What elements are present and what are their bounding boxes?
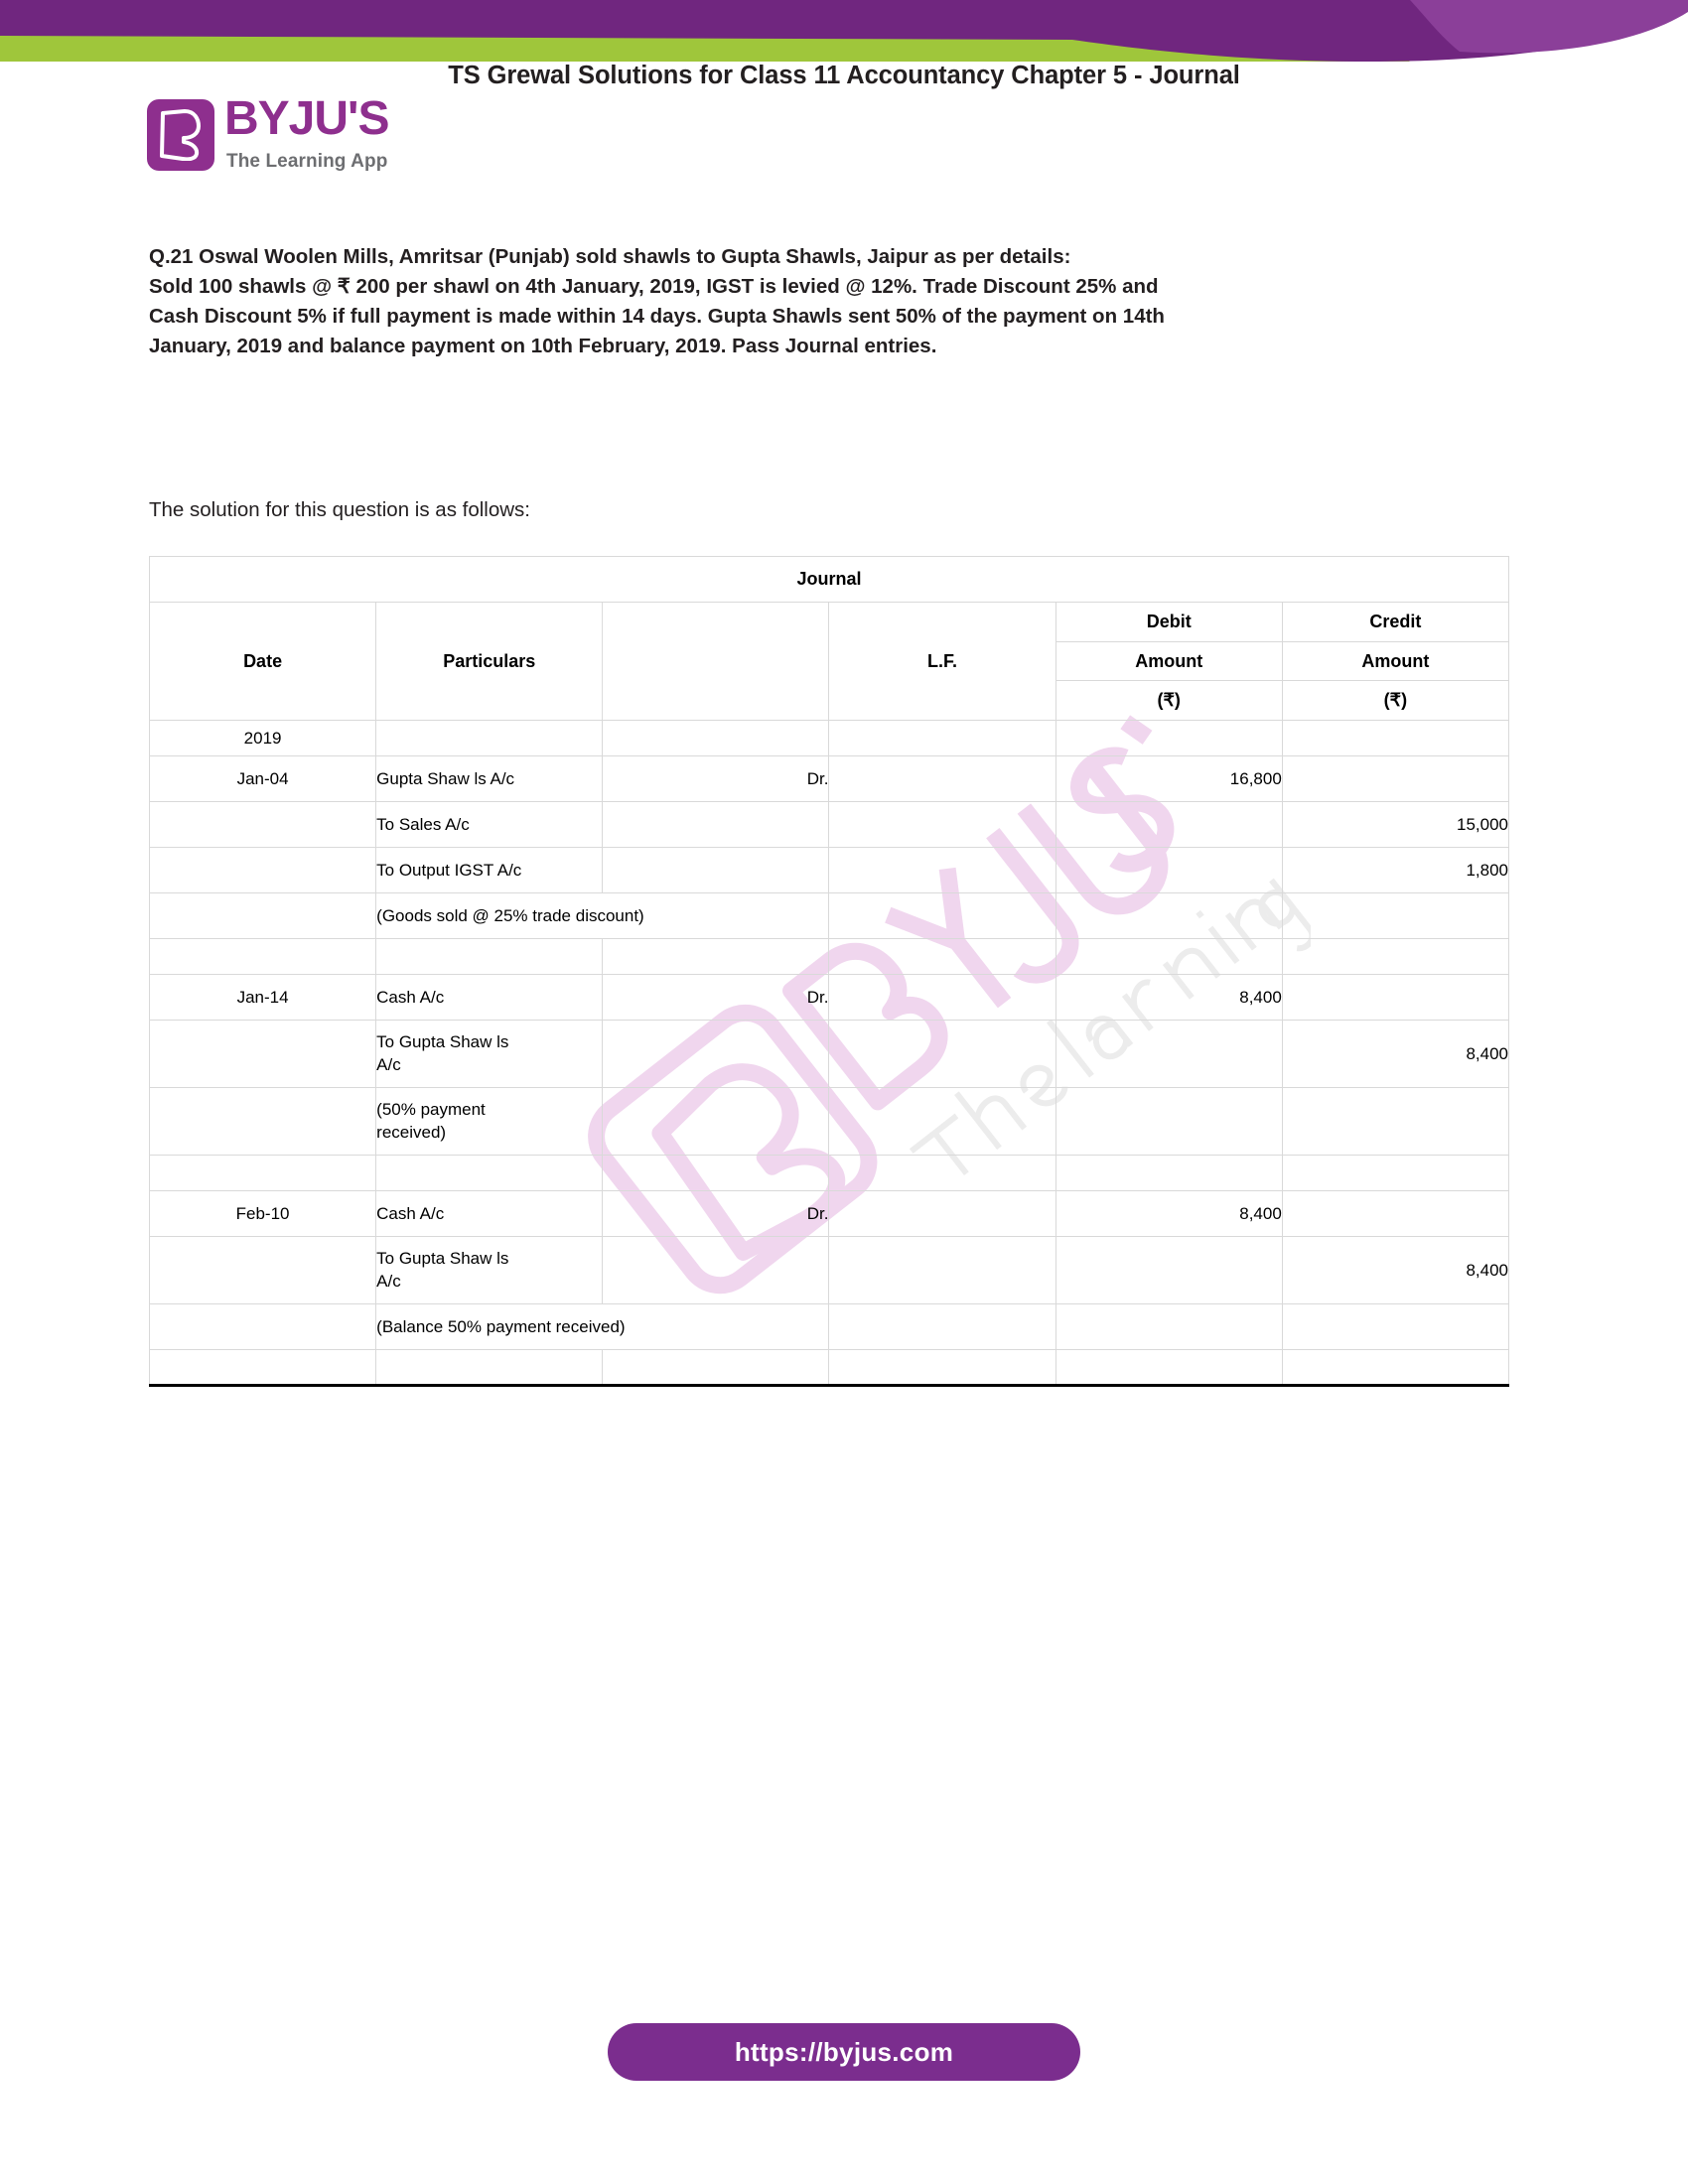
cell-credit-amount	[1282, 756, 1508, 802]
cell-debit-amount	[1055, 848, 1282, 893]
cell-particulars: (Goods sold @ 25% trade discount)	[376, 893, 829, 939]
cell-credit-amount	[1282, 975, 1508, 1021]
cell-debit-amount	[1055, 1350, 1282, 1386]
cell-particulars	[376, 721, 603, 756]
cell-credit-amount	[1282, 1304, 1508, 1350]
col-header-particulars: Particulars	[376, 603, 603, 721]
journal-row	[150, 1191, 1509, 1237]
cell-debit-amount	[1055, 1304, 1282, 1350]
journal-row	[150, 756, 1509, 802]
cell-lf	[829, 975, 1055, 1021]
cell-debit-amount: 8,400	[1055, 1191, 1282, 1237]
cell-debit-amount: 8,400	[1055, 975, 1282, 1021]
col-header-debit-line1: Debit	[1056, 603, 1282, 642]
journal-row	[150, 1088, 1509, 1156]
cell-dr-marker	[603, 1088, 829, 1156]
cell-particulars: Cash A/c	[376, 1191, 603, 1237]
byjus-logo	[147, 92, 435, 195]
question-text	[149, 242, 1539, 362]
col-header-lf: L.F.	[829, 603, 1055, 721]
cell-debit-amount	[1055, 939, 1282, 975]
cell-dr-marker	[603, 939, 829, 975]
cell-dr-marker: Dr.	[603, 756, 829, 802]
page-title: TS Grewal Solutions for Class 11 Accountancy Chapter 5 - Journal	[448, 62, 1240, 89]
cell-lf	[829, 848, 1055, 893]
journal-row	[150, 802, 1509, 848]
cell-credit-amount: 15,000	[1282, 802, 1508, 848]
cell-lf	[829, 802, 1055, 848]
cell-credit-amount	[1282, 893, 1508, 939]
cell-lf	[829, 1304, 1055, 1350]
cell-credit-amount	[1282, 1191, 1508, 1237]
cell-particulars	[376, 939, 603, 975]
journal-row	[150, 893, 1509, 939]
cell-debit-amount	[1055, 1156, 1282, 1191]
cell-date	[150, 848, 376, 893]
cell-dr-marker: Dr.	[603, 975, 829, 1021]
cell-lf	[829, 1156, 1055, 1191]
cell-date: Feb-10	[150, 1191, 376, 1237]
col-header-credit-line3: (₹)	[1383, 690, 1408, 711]
cell-credit-amount: 1,800	[1282, 848, 1508, 893]
cell-lf	[829, 1088, 1055, 1156]
header-decoration-bands	[0, 0, 1688, 62]
cell-credit-amount	[1282, 1088, 1508, 1156]
solution-intro-text: The solution for this question is as follows:	[149, 498, 530, 521]
cell-date: 2019	[150, 721, 376, 756]
cell-credit-amount	[1282, 1156, 1508, 1191]
journal-row	[150, 939, 1509, 975]
journal-row	[150, 848, 1509, 893]
col-header-debit-line2: Amount	[1056, 642, 1282, 682]
question-line-1: Q.21 Oswal Woolen Mills, Amritsar (Punjab) sold shawls to Gupta Shawls, Jaipur as per details:	[149, 245, 1071, 268]
cell-lf	[829, 1191, 1055, 1237]
cell-date: Jan-14	[150, 975, 376, 1021]
cell-date	[150, 802, 376, 848]
cell-date	[150, 1156, 376, 1191]
cell-date	[150, 1021, 376, 1088]
cell-debit-amount: 16,800	[1055, 756, 1282, 802]
journal-row	[150, 1350, 1509, 1386]
cell-debit-amount	[1055, 1237, 1282, 1304]
cell-particulars: To Gupta Shaw ls A/c	[376, 1021, 603, 1088]
cell-dr-marker: Dr.	[603, 1191, 829, 1237]
cell-lf	[829, 1237, 1055, 1304]
byjus-url-button[interactable]: https://byjus.com	[608, 2023, 1080, 2081]
journal-row	[150, 1237, 1509, 1304]
cell-lf	[829, 1350, 1055, 1386]
cell-dr-marker	[603, 1156, 829, 1191]
journal-caption: Journal	[150, 557, 1509, 603]
col-header-credit-line2: Amount	[1283, 642, 1508, 682]
journal-row	[150, 1021, 1509, 1088]
journal-row	[150, 721, 1509, 756]
journal-row	[150, 1156, 1509, 1191]
col-header-debit-amount	[1055, 603, 1282, 721]
cell-date: Jan-04	[150, 756, 376, 802]
col-header-date: Date	[150, 603, 376, 721]
cell-dr-marker	[603, 721, 829, 756]
cell-debit-amount	[1055, 1021, 1282, 1088]
cell-debit-amount	[1055, 1088, 1282, 1156]
cell-date	[150, 1088, 376, 1156]
cell-dr-marker	[603, 848, 829, 893]
question-line-4: January, 2019 and balance payment on 10th February, 2019. Pass Journal entries.	[149, 335, 937, 358]
cell-particulars	[376, 1350, 603, 1386]
cell-particulars: To Gupta Shaw ls A/c	[376, 1237, 603, 1304]
cell-credit-amount: 8,400	[1282, 1021, 1508, 1088]
col-header-credit-line1: Credit	[1283, 603, 1508, 642]
journal-row	[150, 1304, 1509, 1350]
byjus-logo-wordmark: BYJU'S	[224, 92, 389, 145]
cell-lf	[829, 721, 1055, 756]
cell-lf	[829, 939, 1055, 975]
cell-particulars: (Balance 50% payment received)	[376, 1304, 829, 1350]
cell-lf	[829, 756, 1055, 802]
cell-date	[150, 1304, 376, 1350]
cell-dr-marker	[603, 1350, 829, 1386]
cell-credit-amount	[1282, 939, 1508, 975]
cell-debit-amount	[1055, 893, 1282, 939]
journal-body	[150, 721, 1509, 1386]
cell-particulars	[376, 1156, 603, 1191]
col-header-particulars-dr-spacer	[603, 603, 829, 721]
journal-caption-row	[150, 557, 1509, 603]
cell-lf	[829, 1021, 1055, 1088]
cell-particulars: To Output IGST A/c	[376, 848, 603, 893]
question-line-3: Cash Discount 5% if full payment is made within 14 days. Gupta Shawls sent 50% of the payment on 14th	[149, 305, 1165, 329]
cell-lf	[829, 893, 1055, 939]
journal-table	[149, 556, 1509, 1387]
cell-particulars: Cash A/c	[376, 975, 603, 1021]
cell-credit-amount: 8,400	[1282, 1237, 1508, 1304]
col-header-credit-amount	[1282, 603, 1508, 721]
cell-date	[150, 939, 376, 975]
cell-date	[150, 1237, 376, 1304]
cell-date	[150, 893, 376, 939]
cell-dr-marker	[603, 802, 829, 848]
cell-debit-amount	[1055, 721, 1282, 756]
journal-table-container	[149, 556, 1509, 1387]
cell-credit-amount	[1282, 721, 1508, 756]
journal-row	[150, 975, 1509, 1021]
cell-debit-amount	[1055, 802, 1282, 848]
question-line-2: Sold 100 shawls @ ₹ 200 per shawl on 4th January, 2019, IGST is levied @ 12%. Trade Discount 25% and	[149, 275, 1159, 299]
cell-dr-marker	[603, 1237, 829, 1304]
cell-credit-amount	[1282, 1350, 1508, 1386]
cell-particulars: (50% payment received)	[376, 1088, 603, 1156]
journal-header-row	[150, 603, 1509, 721]
cell-particulars: Gupta Shaw ls A/c	[376, 756, 603, 802]
b-letter-icon	[159, 109, 201, 161]
cell-date	[150, 1350, 376, 1386]
cell-particulars: To Sales A/c	[376, 802, 603, 848]
cell-dr-marker	[603, 1021, 829, 1088]
byjus-logo-tagline: The Learning App	[226, 151, 388, 172]
byjus-logo-mark-icon	[147, 99, 214, 171]
col-header-debit-line3: (₹)	[1157, 690, 1181, 711]
